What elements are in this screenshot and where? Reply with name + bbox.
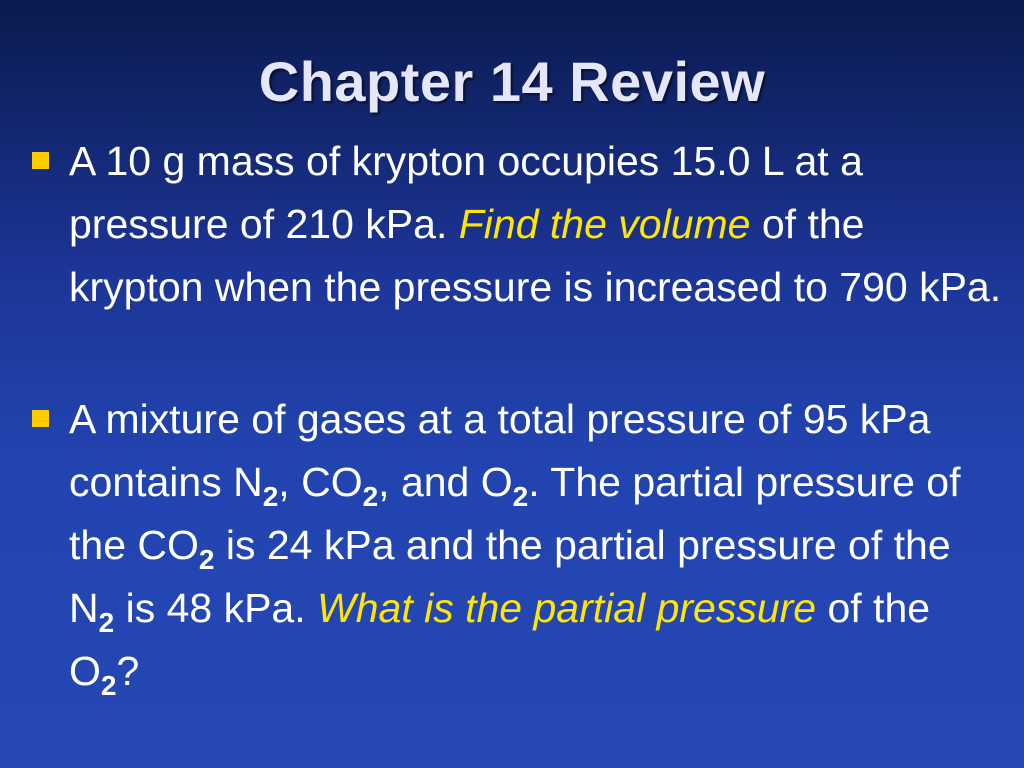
text-run: is 48 kPa. xyxy=(114,585,306,631)
bullet-item-gas-mixture xyxy=(32,388,1007,703)
subscript: 2 xyxy=(198,544,215,575)
text-run: ? xyxy=(116,648,140,694)
text-run: , and O xyxy=(378,459,513,505)
text-run: of the krypton when the pressure is increased to 790 kPa. xyxy=(69,201,1002,310)
subscript: 2 xyxy=(512,481,529,512)
text-run: A mixture of gases at a total pressure of 95 kPa contains N xyxy=(69,396,931,505)
square-bullet-icon xyxy=(32,410,49,427)
subscript: 2 xyxy=(98,607,115,638)
subscript: 2 xyxy=(262,481,279,512)
bullet-text xyxy=(69,130,1007,319)
text-run: A 10 g mass of krypton occupies 15.0 L at a pressure of 210 kPa. xyxy=(69,138,863,247)
bullet-text xyxy=(69,388,1007,703)
text-run: is 24 kPa and the partial pressure of the N xyxy=(69,522,951,631)
text-run: of the O xyxy=(69,585,931,694)
slide-title: Chapter 14 Review xyxy=(258,50,766,113)
text-run: , CO xyxy=(278,459,363,505)
subscript: 2 xyxy=(100,670,117,701)
bullet-item-krypton xyxy=(32,130,1007,319)
highlighted-question: Find the volume xyxy=(458,201,751,247)
text-run: . The partial pressure of the CO xyxy=(69,459,961,568)
highlighted-question: What is the partial pressure xyxy=(317,585,817,631)
square-bullet-icon xyxy=(32,152,49,169)
subscript: 2 xyxy=(362,481,379,512)
